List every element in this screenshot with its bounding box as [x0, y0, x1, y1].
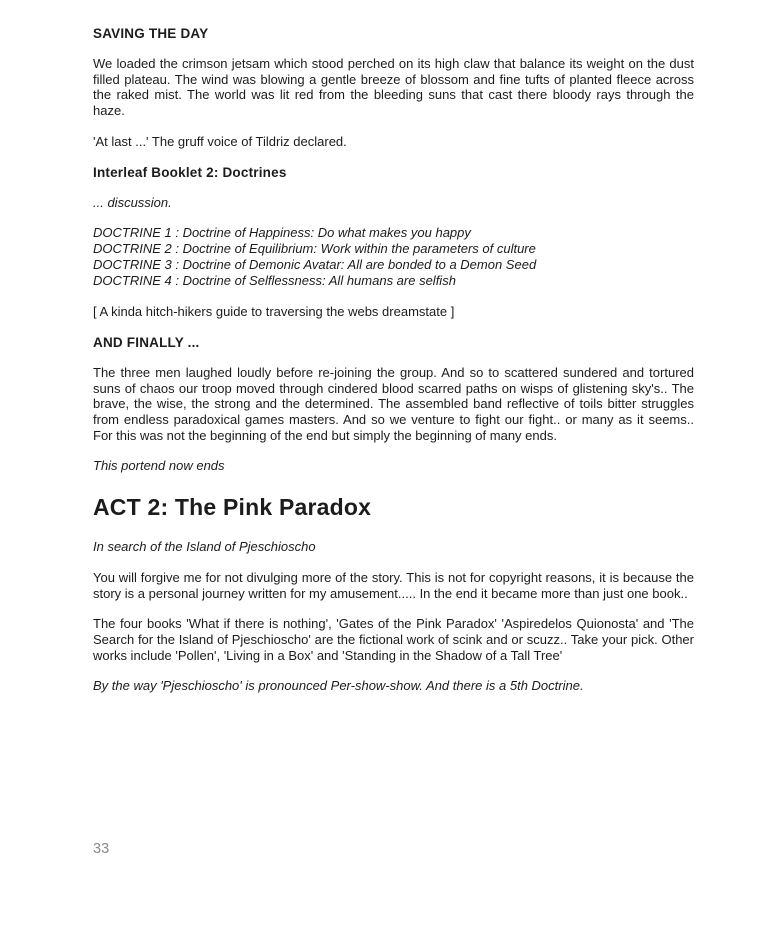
heading-and-finally: AND FINALLY ...: [93, 334, 200, 350]
paragraph-at-last: 'At last ...' The gruff voice of Tildriz declared.: [93, 133, 347, 149]
paragraph-in-search: In search of the Island of Pjeschioscho: [93, 539, 316, 555]
doctrine-list: [93, 225, 694, 289]
paragraph-discussion: ... discussion.: [93, 194, 172, 210]
doctrine-3: DOCTRINE 3 : Doctrine of Demonic Avatar: All are bonded to a Demon Seed: [93, 257, 537, 273]
paragraph-three-men: The three men laughed loudly before re-joining the group. And so to scattered sundered and tortured suns of chaos our troop moved through cindered blood scarred paths on wisps of glistening sky's.. The brave, the wise, the strong and the determined. The assembled band reflective of toils bitter struggles from endless paradoxical games masters. And so we venture to fight our fight.. or many as it seems.. For this was not the beginning of the end but simply the beginning of many ends.: [93, 364, 694, 443]
paragraph-by-the-way: By the way 'Pjeschioscho' is pronounced Per-show-show. And there is a 5th Doctrine.: [93, 678, 584, 694]
paragraph-hitchhikers-note: [ A kinda hitch-hikers guide to traversing the webs dreamstate ]: [93, 304, 455, 320]
doctrine-4: DOCTRINE 4 : Doctrine of Selflessness: All humans are selfish: [93, 273, 456, 289]
paragraph-portend: This portend now ends: [93, 458, 225, 474]
doctrine-1: DOCTRINE 1 : Doctrine of Happiness: Do what makes you happy: [93, 225, 471, 241]
page-number: 33: [93, 841, 110, 857]
paragraph-four-books: The four books 'What if there is nothing', 'Gates of the Pink Paradox' 'Aspiredelos Quionosta' and 'The Search for the Island of Pjeschioscho' are the fictional work of scink and or scuzz.. Take your pick. Other works include 'Pollen', 'Living in a Box' and 'Standing in the Shadow of a Tall Tree': [93, 616, 694, 663]
doctrine-2: DOCTRINE 2 : Doctrine of Equilibrium: Work within the parameters of culture: [93, 241, 536, 257]
title-act-2: ACT 2: The Pink Paradox: [93, 494, 372, 521]
heading-saving-the-day: SAVING THE DAY: [93, 26, 209, 41]
paragraph-jetsam: We loaded the crimson jetsam which stood perched on its high claw that balance its weight on the dust filled plateau. The wind was blowing a gentle breeze of blossom and fine tufts of planted fleece across the raked mist. The world was lit red from the bleeding suns that cast there bloody rays through the haze.: [93, 56, 694, 119]
heading-interleaf-booklet: Interleaf Booklet 2: Doctrines: [93, 164, 287, 180]
paragraph-forgive: You will forgive me for not divulging more of the story. This is not for copyright reasons, it is because the story is a personal journey written for my amusement..... In the end it became more than just one book..: [93, 569, 694, 601]
